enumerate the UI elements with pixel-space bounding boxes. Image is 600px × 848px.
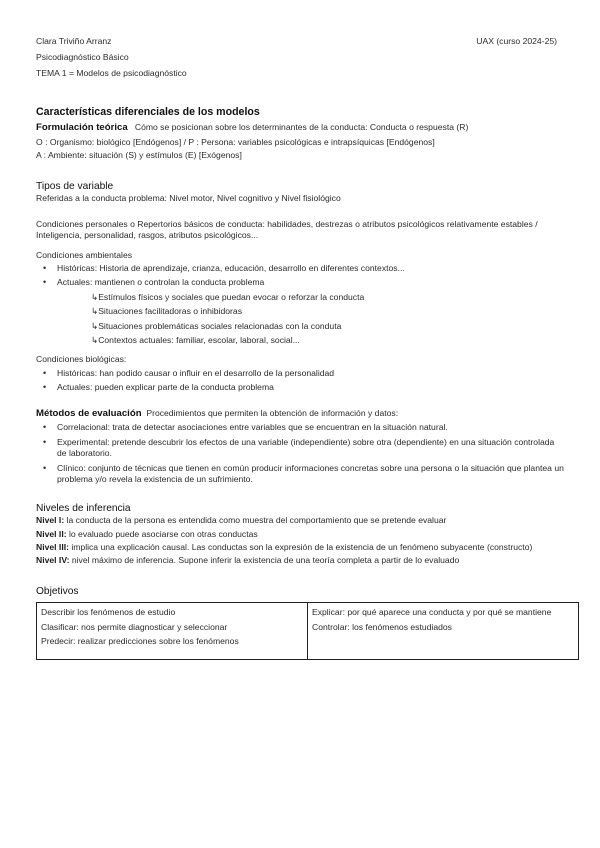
- ambientales-list: [36, 263, 566, 289]
- objetivo-item: Predecir: realizar predicciones sobre los fenómenos: [41, 636, 239, 647]
- formulacion-label: Formulación teórica: [36, 122, 128, 134]
- nivel-item: [36, 529, 566, 540]
- list-item: • Correlacional: trata de detectar asociaciones entre variables que se encuentran en la situación natural.: [36, 422, 566, 433]
- nivel-text: implica una explicación causal. Las conductas son la expresión de la existencia de un fenómeno subyacente (constructo): [71, 541, 533, 552]
- sub-item: ↳Estímulos físicos y sociales que puedan evocar o reforzar la conducta: [91, 291, 365, 302]
- section-title: Niveles de inferencia: [36, 502, 131, 514]
- section-tipos: [36, 180, 566, 394]
- objetivos-right-cell: [308, 603, 579, 659]
- topic-title: TEMA 1 = Modelos de psicodiagnóstico: [36, 68, 187, 78]
- list-item: • Históricas: han podido causar o influir en el desarrollo de la personalidad: [36, 368, 566, 379]
- section-title: Métodos de evaluación: [36, 407, 142, 419]
- biologicas-list: [36, 368, 566, 394]
- table-row: [37, 603, 579, 659]
- list-item: • Experimental: pretende descubrir los efectos de una variable (independiente) sobre otra (dependiente) en una situación controlada de laboratorio.: [36, 437, 566, 460]
- author-name: Clara Triviño Arranz: [36, 36, 112, 46]
- objetivo-item: Explicar: por qué aparece una conducta y por qué se mantiene: [312, 607, 552, 618]
- list-item: • Clínico: conjunto de técnicas que tienen en común producir informaciones concretas sobre una persona o la situación que plantea un problema y/o revela la existencia de un sufrimiento.: [36, 463, 566, 486]
- subject-name: Psicodiagnóstico Básico: [36, 52, 129, 62]
- nivel-text: nivel máximo de inferencia. Supone inferir la existencia de una teoría completa a partir de lo evaluado: [71, 555, 460, 566]
- ambientales-title: Condiciones ambientales: [36, 249, 133, 260]
- organismo-line: O : Organismo: biológico [Endógenos] / P : Persona: variables psicológicas e intrapsíquicas [Endógenos]: [36, 136, 435, 147]
- formulacion-text: Cómo se posicionan sobre los determinantes de la conducta: Conducta o respuesta (R): [134, 122, 469, 133]
- formulacion-line: [36, 122, 566, 135]
- course-label: UAX (curso 2024-25): [476, 36, 557, 46]
- section-title: Tipos de variable: [36, 180, 114, 192]
- objetivos-left-cell: [37, 603, 308, 659]
- sub-item: ↳Situaciones problemáticas sociales relacionadas con la conduta: [91, 320, 342, 331]
- document-body: [36, 105, 566, 660]
- section-metodos: [36, 408, 566, 486]
- list-item: • Actuales: mantienen o controlan la conducta problema: [36, 277, 566, 288]
- objetivos-table: [36, 602, 579, 659]
- nivel-item: [36, 555, 566, 566]
- nivel-label: Nivel I:: [36, 515, 65, 526]
- referidas-line: Referidas a la conducta problema: Nivel motor, Nivel cognitivo y Nivel fisiológico: [36, 193, 341, 204]
- metodos-list: [36, 422, 566, 485]
- section-title: Objetivos: [36, 585, 79, 597]
- nivel-item: [36, 542, 566, 553]
- nivel-text: la conducta de la persona es entendida como muestra del comportamiento que se pretende evaluar: [66, 515, 447, 526]
- nivel-label: Nivel IV:: [36, 555, 70, 566]
- nivel-label: Nivel II:: [36, 528, 67, 539]
- section-niveles: [36, 502, 566, 567]
- ambiente-line: A : Ambiente: situación (S) y estímulos (E) [Exógenos]: [36, 150, 242, 161]
- list-item: • Históricas: Historia de aprendizaje, crianza, educación, desarrollo en diferentes contextos...: [36, 263, 566, 274]
- sub-item: ↳Situaciones facilitadoras o inhibidoras: [91, 306, 242, 317]
- nivel-label: Nivel III:: [36, 541, 69, 552]
- nivel-text: lo evaluado puede asociarse con otras conductas: [68, 528, 258, 539]
- sub-item: ↳Contextos actuales: familiar, escolar, laboral, social...: [91, 335, 300, 346]
- biologicas-title: Condiciones biológicas:: [36, 354, 127, 365]
- nivel-item: [36, 515, 566, 526]
- list-item: • Actuales: pueden explicar parte de la conducta problema: [36, 382, 566, 393]
- objetivo-item: Controlar: los fenómenos estudiados: [312, 621, 452, 632]
- objetivo-item: Describir los fenómenos de estudio: [41, 607, 176, 618]
- section-title: Características diferenciales de los modelos: [36, 106, 260, 118]
- metodos-intro: Procedimientos que permiten la obtención de información y datos:: [146, 407, 399, 418]
- page-header: [36, 36, 564, 84]
- objetivo-item: Clasificar: nos permite diagnosticar y seleccionar: [41, 621, 228, 632]
- section-caracteristicas: [36, 105, 566, 162]
- metodos-heading-line: [36, 408, 566, 421]
- section-objetivos: [36, 585, 566, 660]
- personales-paragraph: Condiciones personales o Repertorios básicos de conducta: habilidades, destrezas o atributos psicológicos relativamente estables / Inteligencia, personalidad, rasgos, atributos psicológicos...: [36, 218, 538, 241]
